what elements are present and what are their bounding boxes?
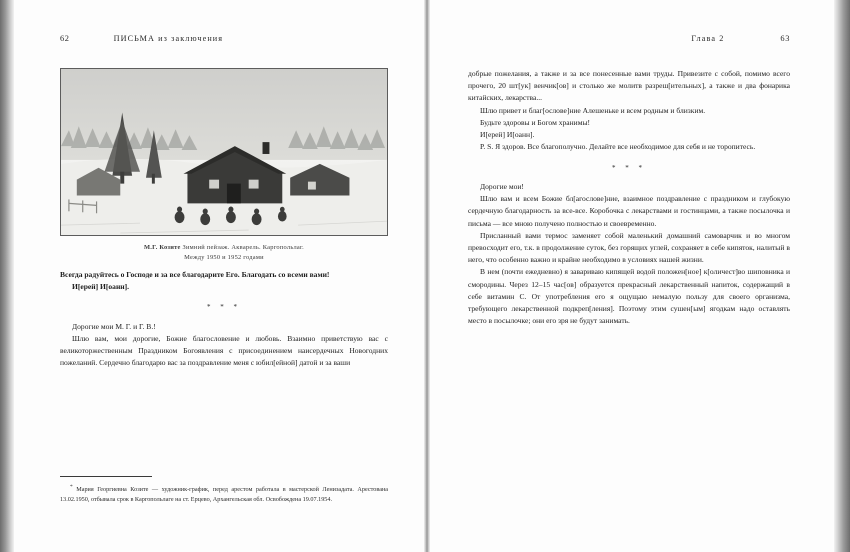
figure-caption-text: Зимний пейзаж. Акварель. Каргопольлаг. <box>182 244 305 251</box>
paragraph: Шлю вам, мои дорогие, Божие благословение и любовь. Взаимно приветствую вас с великоторжественным Праздником Богоявления с присоединением наисердечных Новогодних пожеланий. Сердечно благодарю вас за поздравление меня с юбил[ейной] датой и за ваши <box>60 333 388 368</box>
paragraph: добрые пожелания, а также и за все понесенные вами труды. Привезите с собой, помимо всего прочего, 20 шт[ук] венчик[ов] и столько же молитв разреш[ительных], а также и два фонарика китайских, лекарства... <box>468 69 790 103</box>
footnote-rule <box>60 476 152 477</box>
right-page <box>430 0 834 552</box>
footnote-body: Мария Георгиевна Козите — художник-график, перед арестом работала в мастерской Ленизадата. Арестована 13.02.1950, отбывала срок в Каргопольлаге на ст. Ерцево, Архангельская обл. Освобождена 19.07.1954. <box>60 485 388 504</box>
paragraph: В нем (почти ежедневно) я завариваю кипящей водой положен[ное] к[оличест]во шиповника и смородины. Через 12–15 час[ов] образуется прекрасный лекарственный напиток, содержащий в себе витамин С. От употребления его я ощущаю немалую пользу для своего организма, требующего лекарственной подкреп[ления]. Поэтому этим сушен[ым] ягодкам надо оставлять место в посылочке; они его зря не будут занимать. <box>468 267 790 326</box>
paragraph: Всегда радуйтесь о Господе и за все благодарите Его. Благодать со всеми вами! <box>60 269 330 279</box>
running-head-left <box>60 34 388 50</box>
page-edge-left <box>0 0 14 552</box>
left-page <box>14 0 426 552</box>
running-head-title-left: ПИСЬМА из заключения <box>113 34 224 43</box>
figure-caption-artist: М.Г. Козите <box>143 244 181 251</box>
section-separator: * * * <box>207 303 241 312</box>
figure-caption <box>60 243 388 263</box>
running-head-title-right: Глава 2 <box>691 34 725 43</box>
paragraph: И[ерей] И[оанн]. <box>480 130 535 140</box>
left-body-text <box>60 269 388 370</box>
paragraph: Присланный вами термос заменяет собой маленький домашний самоварчик и во многом превосходит его, т.к. в продолжение суток, без горящих углей, сохраняет в себе кипяток, налитый в него, что особенно важно и крайне необходимо в условиях нашей жизни. <box>468 230 790 265</box>
page-number-left: 62 <box>60 34 70 43</box>
section-separator: * * * <box>612 163 646 172</box>
running-head-right <box>468 34 790 50</box>
right-body-text <box>468 68 790 327</box>
page-number-right: 63 <box>780 34 790 43</box>
paragraph: P. S. Я здоров. Все благополучно. Делайте все необходимое для себя и не торопитесь. <box>480 142 756 152</box>
footnote-block <box>60 476 388 506</box>
paragraph: Дорогие мои М. Г. и Г. В.! <box>72 321 156 331</box>
paragraph: Дорогие мои! <box>480 181 524 191</box>
figure-winter-landscape <box>60 68 388 263</box>
winter-landscape-watercolor-icon <box>60 68 388 236</box>
footnote-text <box>60 483 388 506</box>
paragraph: Шлю вам и всем Божие бл[агослове]ние, взаимное поздравление с праздником и глубокую сердечную благодарность за все-все. Коробочка с лекарствами и гостинцами, а также посылочка и письма — все мною получено полностью и своевременно. <box>468 194 790 228</box>
page-edge-right <box>834 0 850 552</box>
paragraph: И[ерей] И[оанн]. <box>72 282 130 292</box>
figure-caption-date: Между 1950 и 1952 годами <box>184 253 264 261</box>
footnote-marker: * <box>70 483 73 490</box>
paragraph: Будьте здоровы и Богом хранимы! <box>480 117 591 127</box>
paragraph: Шлю привет и благ[ослове]ние Алешеньке и всем родным и близким. <box>480 105 706 115</box>
